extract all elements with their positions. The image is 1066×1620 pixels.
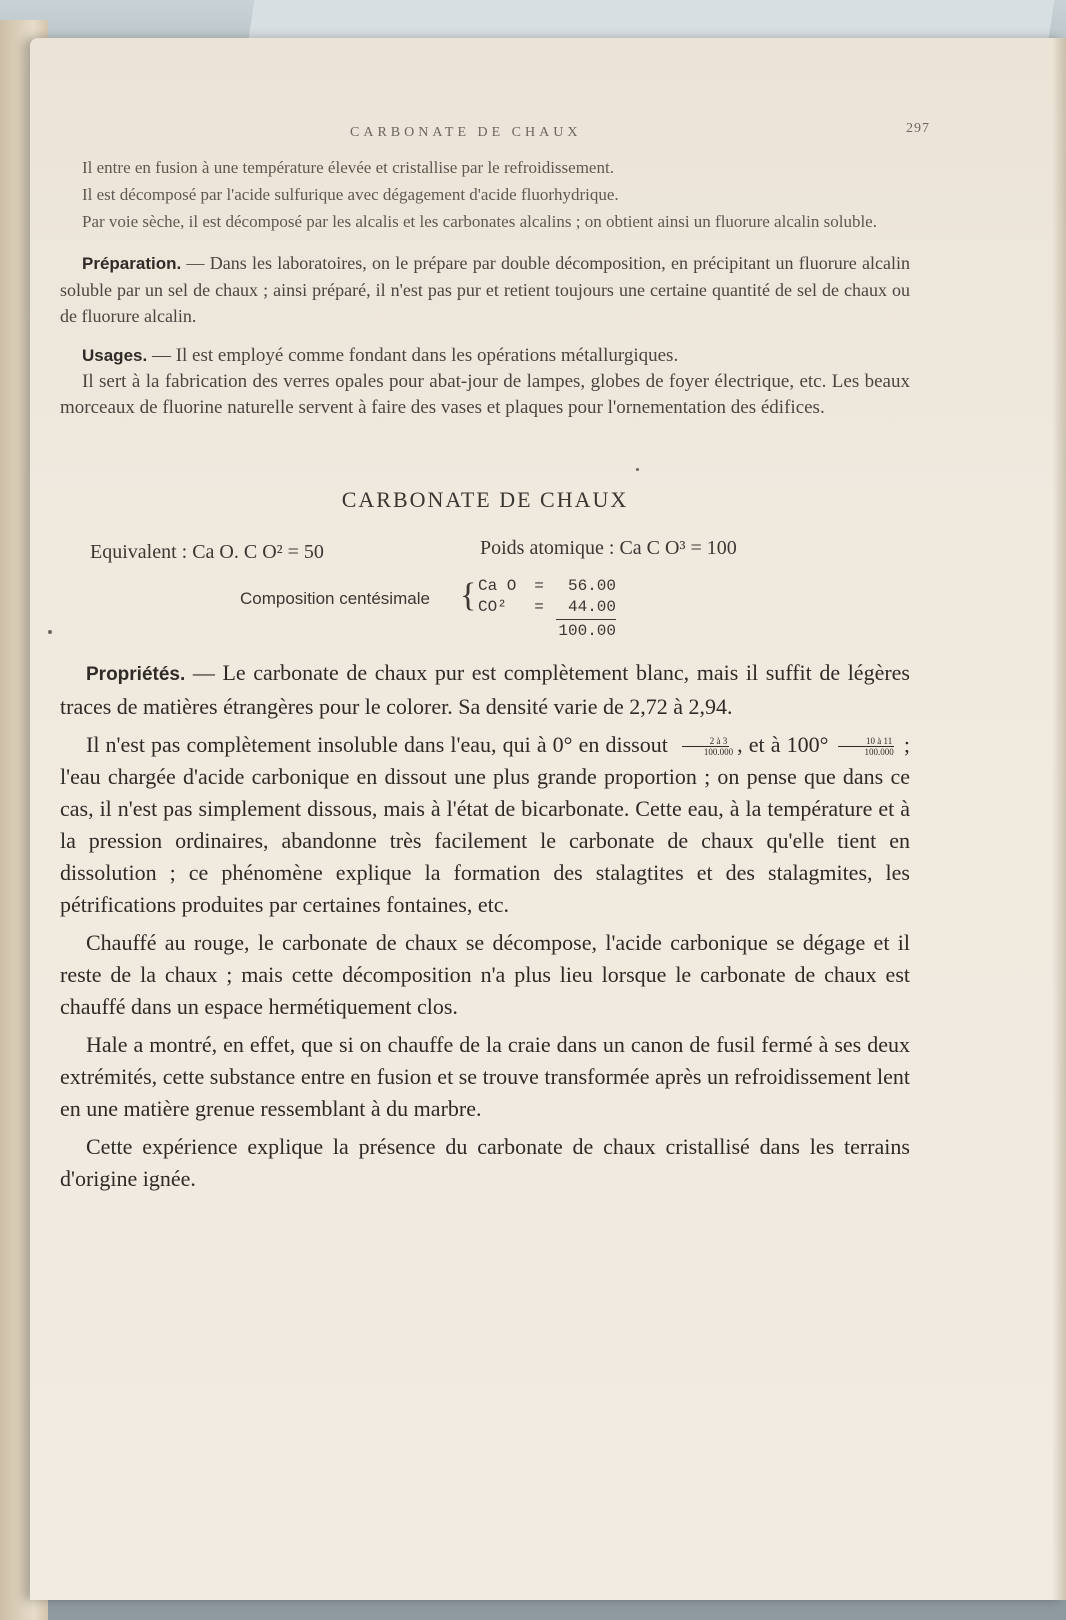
page-edge-shadow xyxy=(1052,38,1066,1600)
preparation-lead: Préparation. xyxy=(82,254,182,273)
top-section xyxy=(60,155,910,234)
equals-sign: = xyxy=(534,598,544,616)
paragraph-preparation xyxy=(60,250,910,329)
paragraph-fusion: Il entre en fusion à une température élevée et cristallise par le refroidissement. xyxy=(82,158,614,177)
section-heading: CARBONATE DE CHAUX xyxy=(341,487,629,512)
composition-block xyxy=(60,571,910,640)
formula-row xyxy=(60,537,910,571)
properties-lead: Propriétés. xyxy=(86,664,186,685)
paragraph-properties xyxy=(60,657,910,723)
component-value: 56.00 xyxy=(567,577,616,595)
page-number: 297 xyxy=(906,121,930,136)
running-head-title: CARBONATE DE CHAUX xyxy=(350,125,582,140)
brace-symbol: { xyxy=(460,577,477,614)
paragraph-solubility xyxy=(60,729,910,921)
paragraph-heating: Chauffé au rouge, le carbonate de chaux se décompose, l'acide carbonique se dégage et il reste de la chaux ; mais cette décomposition n'a plus lieu lorsque le carbonate de chaux est chauffé dans un espace hermétiquement clos. xyxy=(60,930,910,1019)
properties-text: — Le carbonate de chaux pur est complètement blanc, mais il suffit de légères traces de matières étrangères pour le colorer. Sa densité varie de 2,72 à 2,94. xyxy=(60,660,910,719)
solubility-text-2: , et à 100° xyxy=(737,732,835,757)
component-name: Ca O xyxy=(478,577,517,595)
paragraph-hale: Hale a montré, en effet, que si on chauffe de la craie dans un canon de fusil fermé à ses deux extrémités, cette substance entre en fusion et se trouve transformée après un refroidissement lent en une matière grenue ressemblant à du marbre. xyxy=(60,1032,910,1121)
preparation-text: — Dans les laboratoires, on le prépare par double décomposition, en précipitant un fluorure alcalin soluble par un sel de chaux ; ainsi préparé, il n'est pas pur et retient toujours une certaine quantité de sel de chaux ou de fluorure alcalin. xyxy=(60,253,910,326)
component-value: 44.00 xyxy=(567,598,616,616)
solubility-text-3: ; l'eau chargée d'acide carbonique en dissout une plus grande proportion ; on pense que dans ce cas, il n'est pas simplement dissous, mais à l'état de bicarbonate. Cette eau, à la température et à la pression ordinaires, abandonne très facilement le carbonate de chaux qu'elle tient en dissolution ; ce phénomène explique la formation des stalagtites et des stalagmites, les pétrifications produites par certaines fontaines, etc. xyxy=(60,732,910,917)
composition-row xyxy=(478,577,616,598)
main-body xyxy=(60,657,910,1195)
fraction-denominator: 100.000 xyxy=(864,747,894,758)
fraction-0-degrees xyxy=(676,736,735,757)
paragraph-dry-way: Par voie sèche, il est décomposé par les alcalis et les carbonates alcalins ; on obtient ainsi un fluorure alcalin soluble. xyxy=(82,212,877,231)
equals-sign: = xyxy=(534,577,544,595)
fraction-numerator: 10 à 11 xyxy=(838,736,894,747)
paragraph-sulfuric: Il est décomposé par l'acide sulfurique avec dégagement d'acide fluorhydrique. xyxy=(82,185,619,204)
paragraph-usages xyxy=(60,343,910,369)
composition-row xyxy=(478,598,616,619)
composition-table xyxy=(478,577,616,640)
composition-label: Composition centésimale xyxy=(240,589,430,608)
page-content xyxy=(60,121,930,1201)
usages-lead: Usages. xyxy=(82,346,148,365)
equivalent-formula: Equivalent : Ca O. C O² = 50 xyxy=(90,541,324,563)
atomic-weight-formula: Poids atomique : Ca C O³ = 100 xyxy=(480,537,737,559)
paragraph-experience: Cette expérience explique la présence du carbonate de chaux cristallisé dans les terrains d'origine ignée. xyxy=(60,1134,910,1191)
solubility-text-1: Il n'est pas complètement insoluble dans l'eau, qui à 0° en dissout xyxy=(86,732,674,757)
speck xyxy=(48,630,52,634)
fraction-numerator: 2 à 3 xyxy=(682,736,730,747)
composition-total: 100.00 xyxy=(556,619,616,640)
running-head xyxy=(100,121,930,155)
usages-text: — Il est employé comme fondant dans les opérations métallurgiques. xyxy=(147,345,679,366)
fraction-100-degrees xyxy=(837,736,896,757)
paragraph-usages-continuation: Il sert à la fabrication des verres opales pour abat-jour de lampes, globes de foyer électrique, etc. Les beaux morceaux de fluorine naturelle servent à faire des vases et plaques pour l'ornementation des édifices. xyxy=(60,371,910,418)
component-name: CO² xyxy=(478,598,507,616)
fraction-denominator: 100.000 xyxy=(703,747,734,758)
